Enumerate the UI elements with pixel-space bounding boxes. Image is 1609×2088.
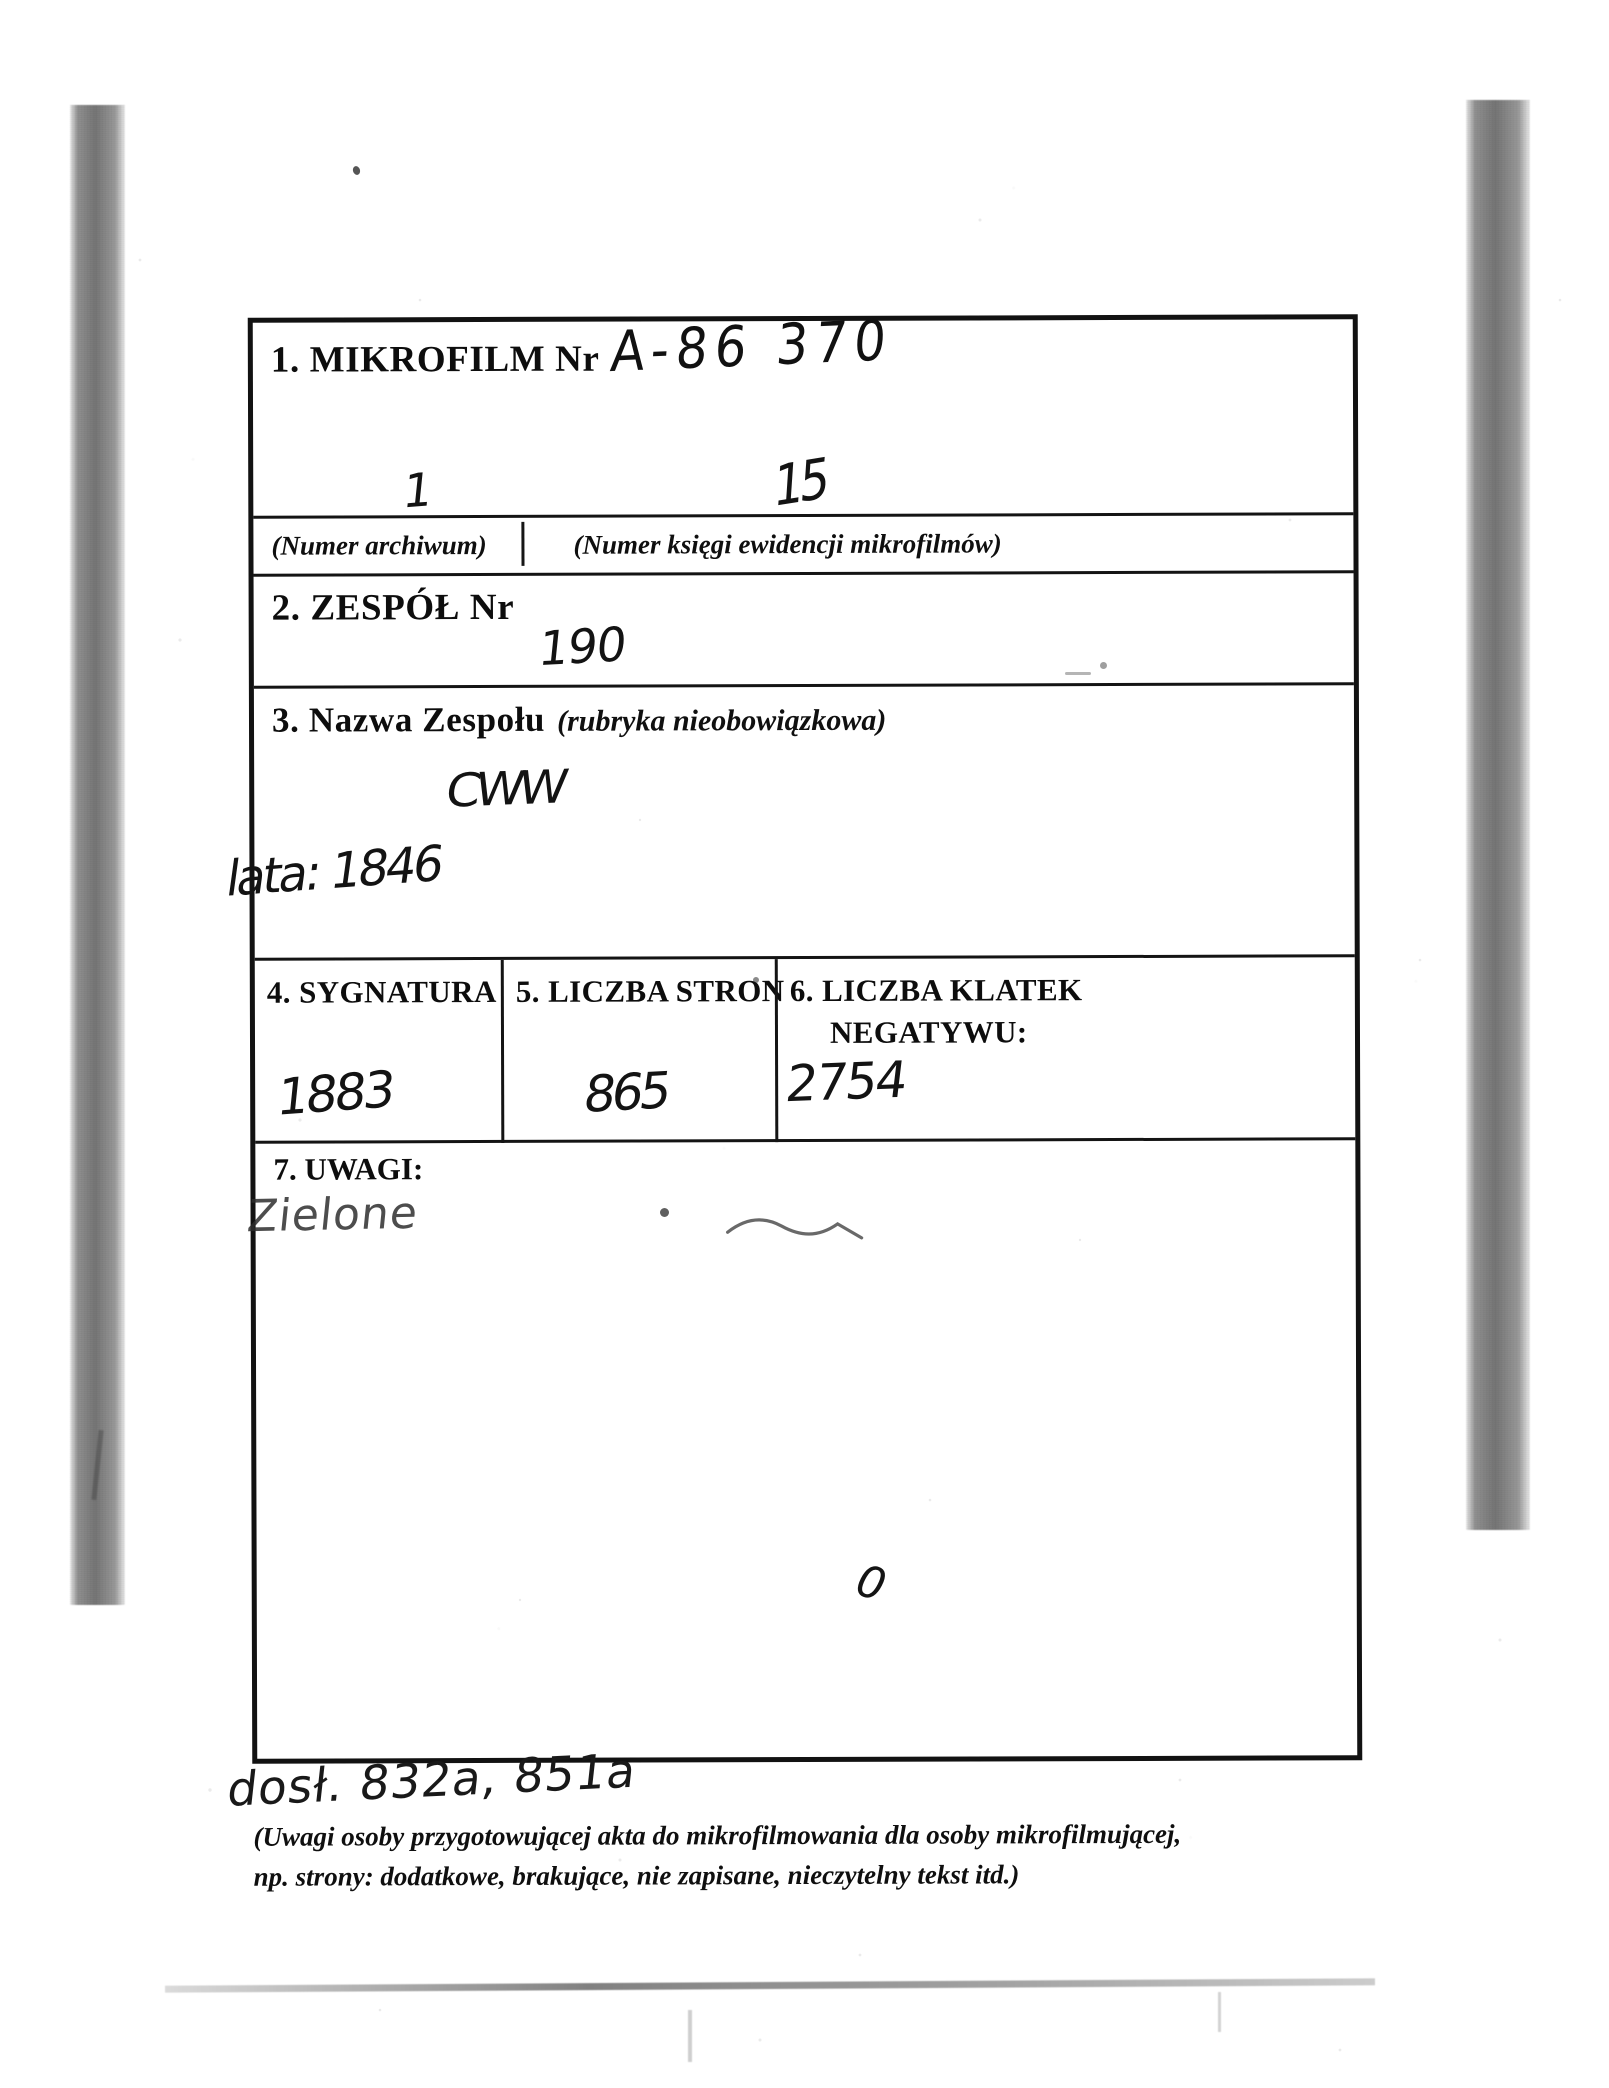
row-fonds-name [222, 685, 1355, 960]
caption-register-number: (Numer księgi ewidencji mikrofilmów) [573, 528, 1002, 560]
cell-liczba-klatek [775, 957, 1357, 1142]
microfilm-number-handwritten: A-86 370 [608, 307, 896, 385]
sygnatura-value-handwritten: 1883 [274, 1059, 396, 1127]
scan-tick-bottom-2 [1218, 1992, 1221, 2032]
fonds-years-handwritten: lata: 1846 [222, 834, 445, 909]
scan-smudge-bottom [165, 1978, 1375, 1992]
fonds-number-handwritten: 190 [536, 617, 629, 678]
row-microfilm-captions [253, 445, 1353, 576]
row-uwagi [224, 1140, 1357, 1892]
scan-shadow-band-left [70, 105, 125, 1605]
microfilm-record-card [222, 307, 1363, 1892]
uwagi-note-2-handwritten: dosł. 832a, 851a [224, 1743, 640, 1818]
row-fonds-number [254, 573, 1354, 688]
caption-archive-number: (Numer archiwum) [271, 529, 487, 561]
uwagi-label: 7. UWAGI: [273, 1151, 424, 1187]
uwagi-footnote-line-1: (Uwagi osoby przygotowującej akta do mikrofilmowania dla osoby mikrofilmującej, [253, 1818, 1182, 1852]
microfilm-label: 1. MIKROFILM Nr [270, 338, 600, 381]
liczba-stron-value-handwritten: 865 [580, 1060, 672, 1125]
fonds-name-label: 3. Nazwa Zespołu [271, 699, 546, 740]
register-number-handwritten: 15 [771, 445, 829, 521]
fonds-number-label: 2. ZESPÓŁ Nr [271, 586, 515, 629]
caption-divider [521, 522, 524, 566]
liczba-klatek-header: 6. LICZBA KLATEK [789, 972, 1083, 1009]
scan-tick-bottom [688, 2010, 692, 2062]
scan-speck-top [352, 165, 361, 176]
fonds-name-label-group [272, 699, 886, 741]
uwagi-footnote-line-2: np. strony: dodatkowe, brakujące, nie zapisane, nieczytelny tekst itd.) [253, 1859, 1020, 1892]
cell-liczba-stron [501, 959, 785, 1143]
uwagi-squiggle-mark [726, 1212, 866, 1242]
band-noise-right [1466, 100, 1530, 1530]
liczba-klatek-value-handwritten: 2754 [782, 1050, 909, 1114]
cell-sygnatura [255, 960, 502, 1144]
sygnatura-header: 4. SYGNATURA [266, 973, 497, 1010]
liczba-klatek-header-line2: NEGATYWU: [829, 1014, 1028, 1050]
uwagi-note-1-handwritten: Zielone [244, 1187, 421, 1243]
scan-shadow-band-right [1466, 100, 1530, 1530]
archive-number-handwritten: 1 [400, 461, 436, 519]
liczba-stron-header: 5. LICZBA STRON [515, 973, 785, 1009]
fonds-name-hint: (rubryka nieobowiązkowa) [557, 703, 887, 738]
band-noise-left [70, 105, 125, 1605]
fonds-name-handwritten: CWW [442, 759, 567, 819]
row-counts [255, 957, 1356, 1143]
uwagi-zero-mark-handwritten: 0 [845, 1555, 896, 1611]
